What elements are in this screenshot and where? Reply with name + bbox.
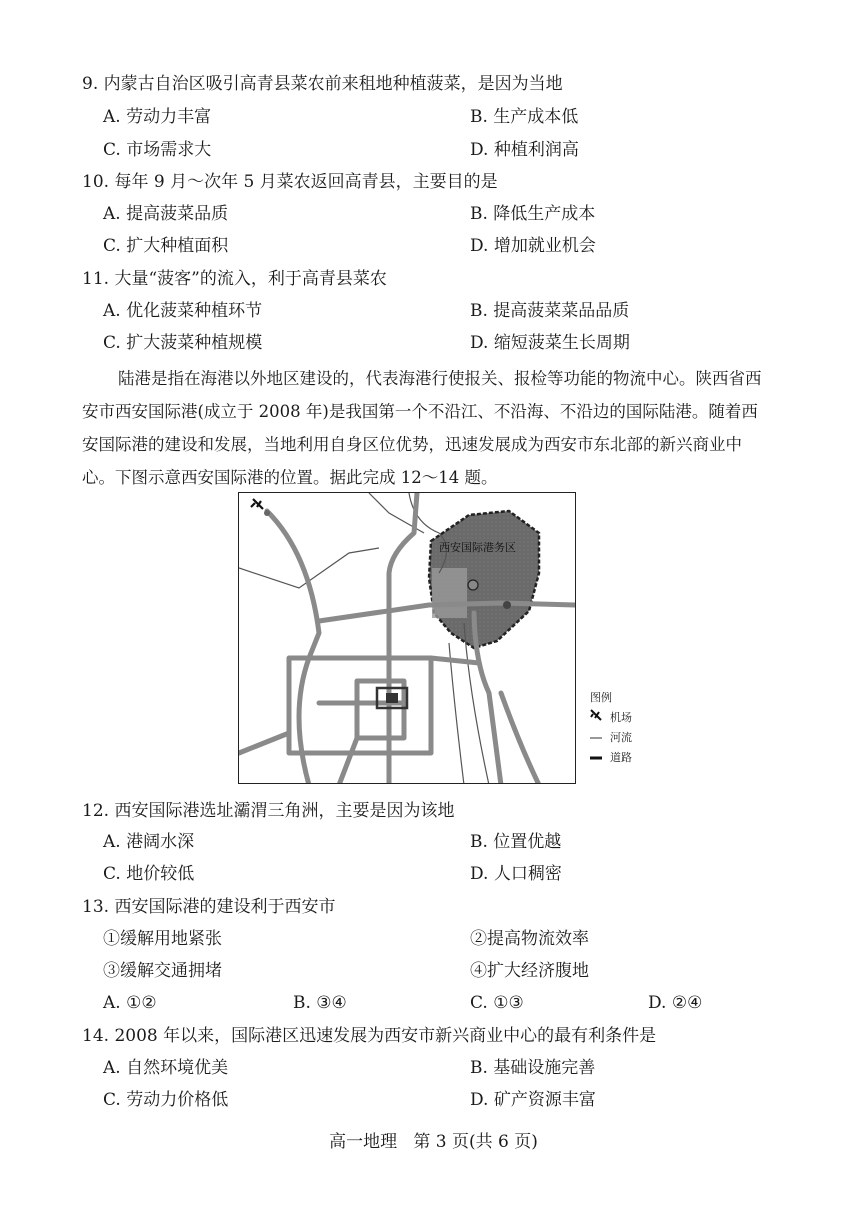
airport-road [267, 511, 319, 784]
passage-line: 安市西安国际港(成立于 2008 年)是我国第一个不沿江、不沿海、不沿边的国际陆港。随着西 [82, 402, 758, 421]
radial-road [431, 658, 479, 663]
district-label: 西安国际港务区 [439, 542, 516, 554]
question-9-stem: 9. 内蒙古自治区吸引高青县菜农前来租地种植菠菜，是因为当地 [82, 74, 563, 94]
question-11-option-d: D. 缩短菠菜生长周期 [470, 333, 630, 353]
question-9-option-d: D. 种植利润高 [470, 140, 579, 160]
question-13-option-a: A. ①② [103, 993, 157, 1013]
question-13-statement-4: ④扩大经济腹地 [470, 961, 589, 981]
river [449, 643, 464, 784]
passage-line: 安国际港的建设和发展，当地利用自身区位优势，迅速发展成为西安市东北部的新兴商业中 [82, 435, 742, 454]
question-11-option-c: C. 扩大菠菜种植规模 [103, 333, 263, 353]
legend-item-road [590, 748, 632, 768]
xian-port-location-map [238, 492, 576, 784]
question-11-option-a: A. 优化菠菜种植环节 [103, 301, 263, 321]
question-14-option-d: D. 矿产资源丰富 [470, 1090, 596, 1110]
question-13-option-d: D. ②④ [648, 993, 703, 1013]
station-point [468, 580, 478, 590]
legend-label: 机场 [610, 711, 632, 724]
page-footer: 高一地理 第 3 页(共 6 页) [329, 1132, 538, 1152]
question-12-stem: 12. 西安国际港选址灞渭三角洲，主要是因为该地 [82, 801, 455, 821]
river-line-icon [590, 728, 602, 748]
question-14-stem: 14. 2008 年以来，国际港区迅速发展为西安市新兴商业中心的最有利条件是 [82, 1026, 657, 1046]
radial-road [501, 693, 539, 784]
legend-label: 河流 [610, 731, 632, 744]
airport-icon [590, 708, 602, 728]
passage-line: 心。下图示意西安国际港的位置。据此完成 12～14 题。 [82, 468, 498, 487]
question-11-option-b: B. 提高菠菜菜品品质 [470, 301, 630, 321]
question-14-option-b: B. 基础设施完善 [470, 1058, 596, 1078]
city-center-mark [386, 693, 398, 703]
radial-road [239, 733, 289, 753]
question-13-statement-3: ③缓解交通拥堵 [103, 961, 222, 981]
question-13-option-b: B. ③④ [293, 993, 347, 1013]
question-14-option-c: C. 劳动力价格低 [103, 1090, 229, 1110]
question-9-option-a: A. 劳动力丰富 [103, 107, 212, 127]
question-9-option-b: B. 生产成本低 [470, 107, 579, 127]
question-10-stem: 10. 每年 9 月～次年 5 月菜农返回高青县，主要目的是 [82, 172, 498, 192]
question-12-option-a: A. 港阔水深 [103, 832, 195, 852]
question-13-option-c: C. ①③ [470, 993, 524, 1013]
legend-item-airport [590, 708, 632, 728]
passage-line: 陆港是指在海港以外地区建设的，代表海港行使报关、报检等功能的物流中心。陕西省西 [118, 369, 762, 388]
airport-icon [251, 499, 263, 509]
question-10-option-c: C. 扩大种植面积 [103, 236, 229, 256]
question-13-statement-2: ②提高物流效率 [470, 929, 589, 949]
built-up-block [432, 568, 467, 618]
reading-passage [82, 362, 782, 494]
road-line-icon [590, 748, 602, 768]
legend-title: 图例 [590, 691, 612, 704]
inner-ring-road [357, 681, 404, 738]
question-10-option-b: B. 降低生产成本 [470, 204, 596, 224]
legend-label: 道路 [610, 751, 632, 764]
question-13-stem: 13. 西安国际港的建设利于西安市 [82, 897, 336, 917]
question-10-option-a: A. 提高菠菜品质 [103, 204, 229, 224]
rail-station-point [503, 601, 511, 609]
question-11-stem: 11. 大量“菠客”的流入，利于高青县菜农 [82, 269, 387, 289]
legend-item-river [590, 728, 632, 748]
question-10-option-d: D. 增加就业机会 [470, 236, 596, 256]
question-13-statement-1: ①缓解用地紧张 [103, 929, 222, 949]
map-legend [590, 688, 632, 768]
airport-point [264, 510, 270, 516]
radial-road [339, 738, 357, 784]
question-12-option-b: B. 位置优越 [470, 832, 562, 852]
question-12-option-c: C. 地价较低 [103, 864, 195, 884]
question-9-option-c: C. 市场需求大 [103, 140, 212, 160]
question-12-option-d: D. 人口稠密 [470, 864, 562, 884]
question-14-option-a: A. 自然环境优美 [103, 1058, 229, 1078]
